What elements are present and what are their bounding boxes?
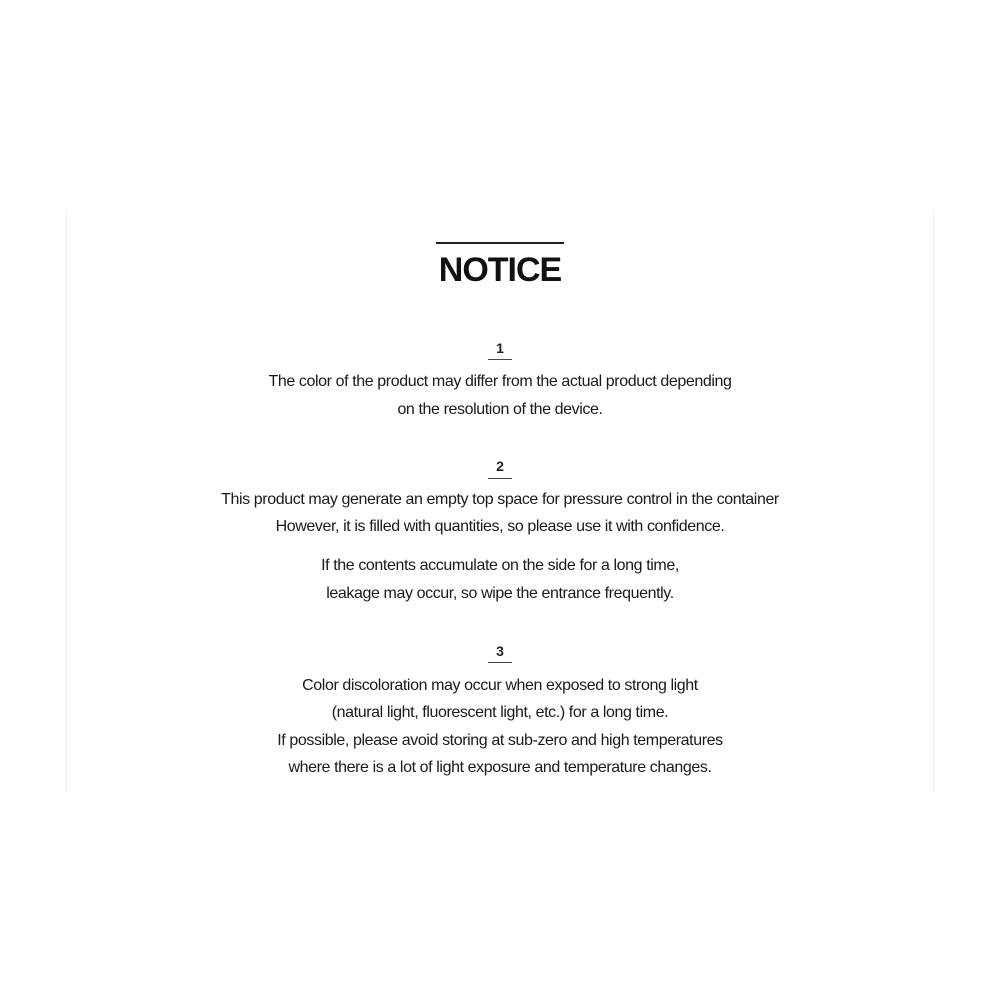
section-2-line-1: This product may generate an empty top space for pressure control in the container [221,491,779,508]
section-3-line-3: If possible, please avoid storing at sub-zero and high temperatures [277,732,723,749]
section-1-number: 1 [496,340,504,356]
section-3-line-1: Color discoloration may occur when exposed to strong light [302,677,698,694]
section-2-line-3: If the contents accumulate on the side for a long time, [321,557,679,574]
section-2-line-2: However, it is filled with quantities, so please use it with confidence. [275,518,725,535]
section-3-rule [488,662,512,663]
section-3-line-2: (natural light, fluorescent light, etc.) for a long time. [331,704,669,721]
section-2-number: 2 [496,458,504,474]
section-2-line-4: leakage may occur, so wipe the entrance frequently. [326,585,674,602]
notice-title: NOTICE [438,251,562,289]
section-3-number: 3 [496,643,504,659]
section-1-line-2: on the resolution of the device. [397,401,603,418]
title-rule [436,242,564,244]
section-1-line-1: The color of the product may differ from the actual product depending [268,373,732,390]
section-3-line-4: where there is a lot of light exposure and temperature changes. [288,759,712,776]
section-1-rule [488,359,512,360]
section-2-rule [488,478,512,479]
